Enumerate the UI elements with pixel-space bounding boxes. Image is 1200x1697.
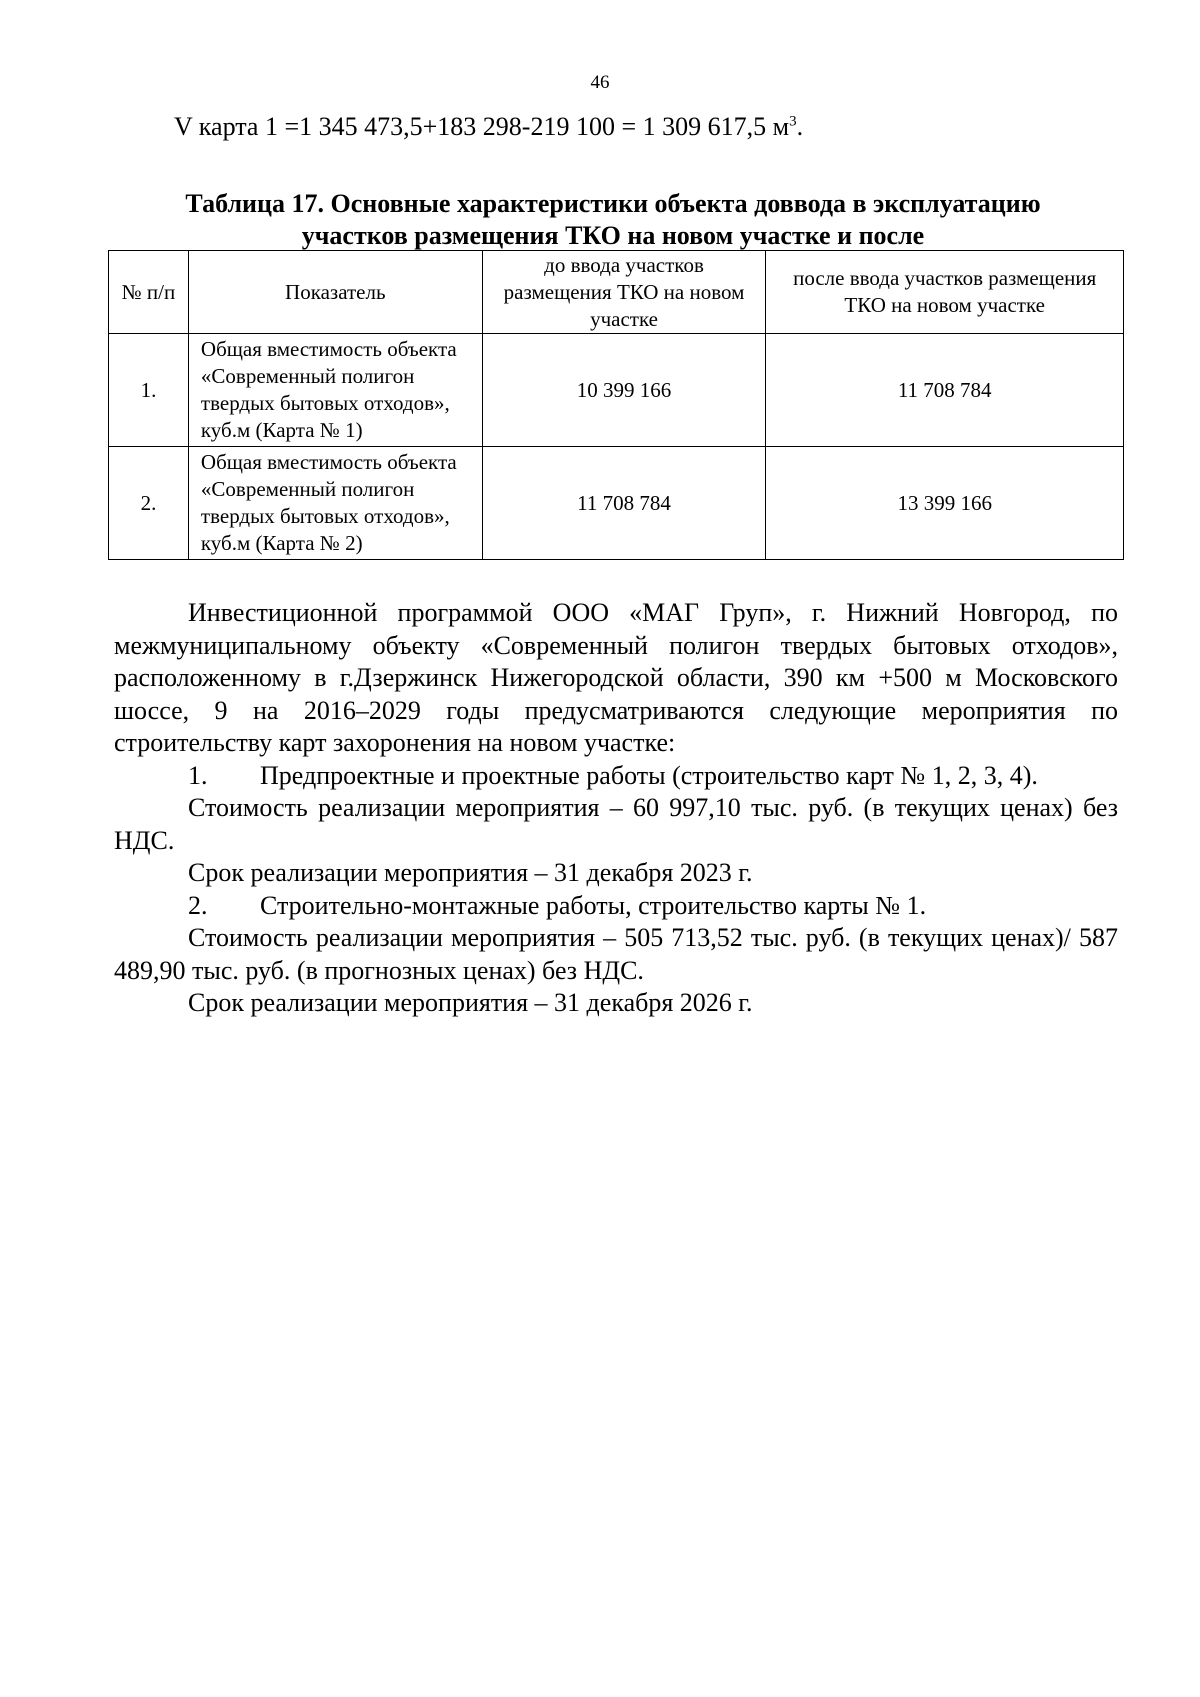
table-row [109, 334, 1124, 447]
volume-formula [174, 112, 803, 142]
body-text [114, 597, 1118, 1020]
row-indicator: Общая вместимость объекта «Современный полигон твердых бытовых отходов», куб.м (Карта № 1) [188, 334, 482, 447]
measure-2 [114, 890, 1118, 923]
formula-suffix: . [796, 112, 804, 141]
measure-2-term: Срок реализации мероприятия – 31 декабря 2026 г. [188, 988, 753, 1017]
header-indicator: Показатель [188, 251, 482, 334]
formula-superscript: 3 [789, 113, 797, 130]
table-row [109, 447, 1124, 560]
table-title [108, 188, 1118, 252]
measure-2-cost: Стоимость реализации мероприятия – 505 713,52 тыс. руб. (в текущих ценах)/ 587 489,90 тыс. руб. (в прогнозных ценах) без НДС. [114, 923, 1118, 985]
page-number: 46 [590, 72, 610, 93]
measure-1-text: Предпроектные и проектные работы (строительство карт № 1, 2, 3, 4). [260, 760, 1038, 790]
measure-1 [114, 760, 1118, 793]
measure-2-text: Строительно-монтажные работы, строительство карты № 1. [260, 890, 927, 920]
table-title-line-2: участков размещения ТКО на новом участке и после [301, 221, 925, 250]
measure-1-term: Срок реализации мероприятия – 31 декабря 2023 г. [188, 858, 753, 887]
row-after-value: 13 399 166 [766, 447, 1124, 560]
characteristics-table [108, 250, 1124, 560]
row-before-value: 11 708 784 [482, 447, 766, 560]
table-title-line-1: Таблица 17. Основные характеристики объекта доввода в эксплуатацию [185, 189, 1041, 218]
formula-text: V карта 1 =1 345 473,5+183 298-219 100 = 1 309 617,5 м [174, 112, 790, 141]
table-header-row [109, 251, 1124, 334]
row-number: 2. [109, 447, 189, 560]
row-before-value: 10 399 166 [482, 334, 766, 447]
intro-paragraph: Инвестиционной программой ООО «МАГ Груп», г. Нижний Новгород, по межмуниципальному объекту «Современный полигон твердых бытовых отходов», расположенному в г.Дзержинск Нижегородской области, 390 км +500 м Московского шоссе, 9 на 2016–2029 годы предусматриваются следующие мероприятия по строительству карт захоронения на новом участке: [114, 598, 1118, 757]
measure-2-number: 2. [188, 890, 208, 920]
header-before: до ввода участков размещения ТКО на новом участке [482, 251, 766, 334]
measure-1-number: 1. [188, 760, 208, 790]
row-indicator: Общая вместимость объекта «Современный полигон твердых бытовых отходов», куб.м (Карта № 2) [188, 447, 482, 560]
row-after-value: 11 708 784 [766, 334, 1124, 447]
header-after: после ввода участков размещения ТКО на новом участке [766, 251, 1124, 334]
header-number: № п/п [109, 251, 189, 334]
row-number: 1. [109, 334, 189, 447]
measure-1-cost: Стоимость реализации мероприятия – 60 997,10 тыс. руб. (в текущих ценах) без НДС. [114, 793, 1118, 855]
